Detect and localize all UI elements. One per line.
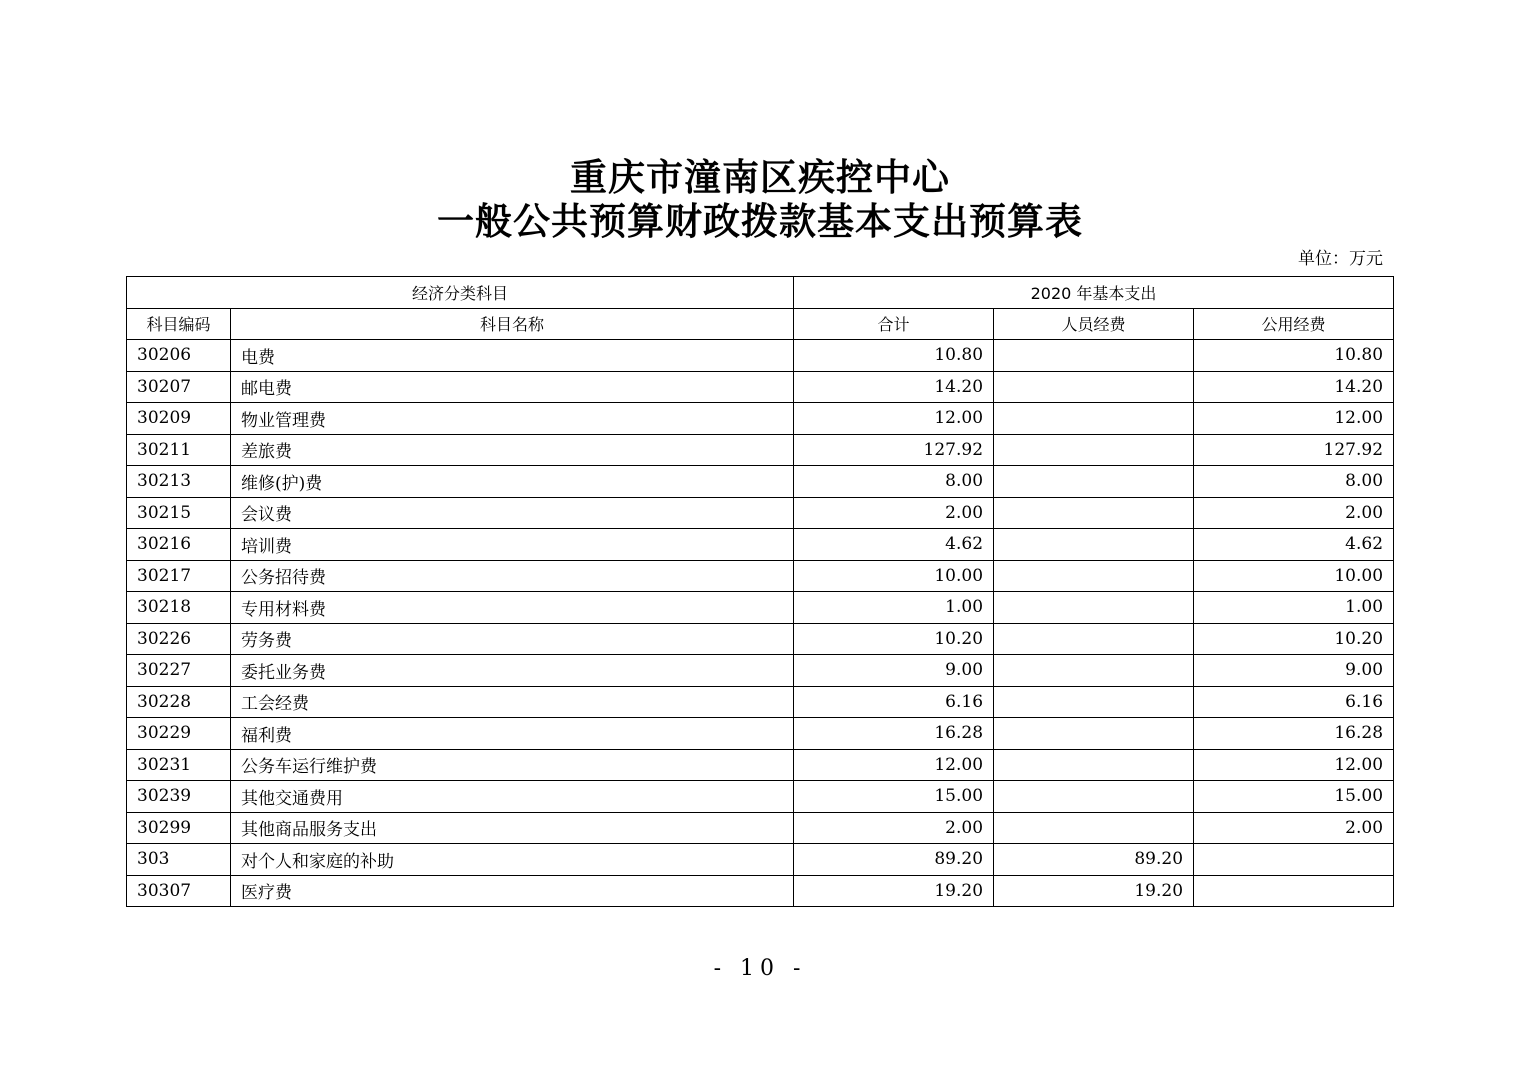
cell-total: 12.00 [794,403,994,435]
table-row [127,655,1394,687]
table-row [127,749,1394,781]
cell-total: 19.20 [794,875,994,907]
cell-total: 2.00 [794,812,994,844]
cell-public: 10.00 [1194,560,1394,592]
header-name: 科目名称 [231,308,794,340]
cell-code: 30239 [127,781,231,813]
table-row [127,844,1394,876]
cell-personnel [994,592,1194,624]
cell-personnel [994,781,1194,813]
cell-total: 12.00 [794,749,994,781]
table-row [127,623,1394,655]
table-body [127,340,1394,907]
table-row [127,560,1394,592]
cell-code: 30307 [127,875,231,907]
cell-total: 10.80 [794,340,994,372]
cell-total: 2.00 [794,497,994,529]
cell-code: 30215 [127,497,231,529]
cell-name: 电费 [231,340,794,372]
cell-personnel [994,434,1194,466]
cell-personnel [994,466,1194,498]
cell-name: 邮电费 [231,371,794,403]
cell-public: 16.28 [1194,718,1394,750]
cell-public: 2.00 [1194,497,1394,529]
cell-public: 14.20 [1194,371,1394,403]
cell-name: 福利费 [231,718,794,750]
cell-total: 9.00 [794,655,994,687]
cell-public: 6.16 [1194,686,1394,718]
cell-name: 工会经费 [231,686,794,718]
cell-total: 6.16 [794,686,994,718]
cell-public: 4.62 [1194,529,1394,561]
cell-name: 专用材料费 [231,592,794,624]
cell-code: 30207 [127,371,231,403]
header-row-columns [127,308,1394,340]
cell-code: 30211 [127,434,231,466]
cell-personnel [994,623,1194,655]
header-personnel: 人员经费 [994,308,1194,340]
cell-total: 127.92 [794,434,994,466]
table-row [127,875,1394,907]
cell-code: 30216 [127,529,231,561]
cell-name: 对个人和家庭的补助 [231,844,794,876]
table-row [127,781,1394,813]
cell-public [1194,875,1394,907]
cell-personnel [994,749,1194,781]
cell-name: 医疗费 [231,875,794,907]
header-total: 合计 [794,308,994,340]
header-code: 科目编码 [127,308,231,340]
document-title-line1: 重庆市潼南区疾控中心 [570,156,950,199]
table-row [127,403,1394,435]
cell-personnel [994,812,1194,844]
cell-name: 公务招待费 [231,560,794,592]
table-row [127,466,1394,498]
cell-personnel [994,718,1194,750]
unit-label: 单位：万元 [1298,249,1383,269]
cell-public: 12.00 [1194,749,1394,781]
cell-personnel [994,371,1194,403]
table-row [127,592,1394,624]
cell-public: 10.20 [1194,623,1394,655]
cell-total: 16.28 [794,718,994,750]
cell-total: 89.20 [794,844,994,876]
table-row [127,340,1394,372]
cell-public: 10.80 [1194,340,1394,372]
cell-code: 30228 [127,686,231,718]
cell-code: 30229 [127,718,231,750]
cell-public: 9.00 [1194,655,1394,687]
cell-name: 委托业务费 [231,655,794,687]
cell-code: 30218 [127,592,231,624]
cell-name: 培训费 [231,529,794,561]
cell-code: 30209 [127,403,231,435]
cell-total: 4.62 [794,529,994,561]
cell-code: 30213 [127,466,231,498]
cell-code: 30226 [127,623,231,655]
cell-total: 15.00 [794,781,994,813]
table-row [127,497,1394,529]
page-number: - 10 - [713,956,807,981]
cell-name: 维修(护)费 [231,466,794,498]
cell-code: 30227 [127,655,231,687]
table-row [127,812,1394,844]
table-row [127,434,1394,466]
cell-public: 12.00 [1194,403,1394,435]
cell-name: 公务车运行维护费 [231,749,794,781]
cell-public [1194,844,1394,876]
cell-personnel [994,655,1194,687]
cell-name: 会议费 [231,497,794,529]
cell-public: 2.00 [1194,812,1394,844]
cell-name: 其他交通费用 [231,781,794,813]
cell-total: 10.20 [794,623,994,655]
cell-name: 物业管理费 [231,403,794,435]
table-row [127,686,1394,718]
cell-personnel [994,340,1194,372]
cell-public: 127.92 [1194,434,1394,466]
cell-code: 303 [127,844,231,876]
cell-total: 14.20 [794,371,994,403]
header-economic-category: 经济分类科目 [127,277,794,309]
cell-name: 其他商品服务支出 [231,812,794,844]
cell-personnel [994,529,1194,561]
cell-code: 30231 [127,749,231,781]
cell-personnel [994,403,1194,435]
table-row [127,718,1394,750]
cell-total: 8.00 [794,466,994,498]
cell-code: 30299 [127,812,231,844]
cell-public: 1.00 [1194,592,1394,624]
cell-personnel: 89.20 [994,844,1194,876]
table-row [127,529,1394,561]
cell-personnel [994,686,1194,718]
cell-code: 30206 [127,340,231,372]
cell-total: 10.00 [794,560,994,592]
header-public: 公用经费 [1194,308,1394,340]
cell-personnel [994,560,1194,592]
cell-total: 1.00 [794,592,994,624]
cell-personnel: 19.20 [994,875,1194,907]
header-basic-expenditure: 2020 年基本支出 [794,277,1394,309]
cell-name: 劳务费 [231,623,794,655]
header-row-group [127,277,1394,309]
cell-code: 30217 [127,560,231,592]
cell-public: 15.00 [1194,781,1394,813]
cell-name: 差旅费 [231,434,794,466]
table-row [127,371,1394,403]
cell-public: 8.00 [1194,466,1394,498]
document-title-line2: 一般公共预算财政拨款基本支出预算表 [437,200,1083,243]
budget-table [126,276,1394,907]
cell-personnel [994,497,1194,529]
